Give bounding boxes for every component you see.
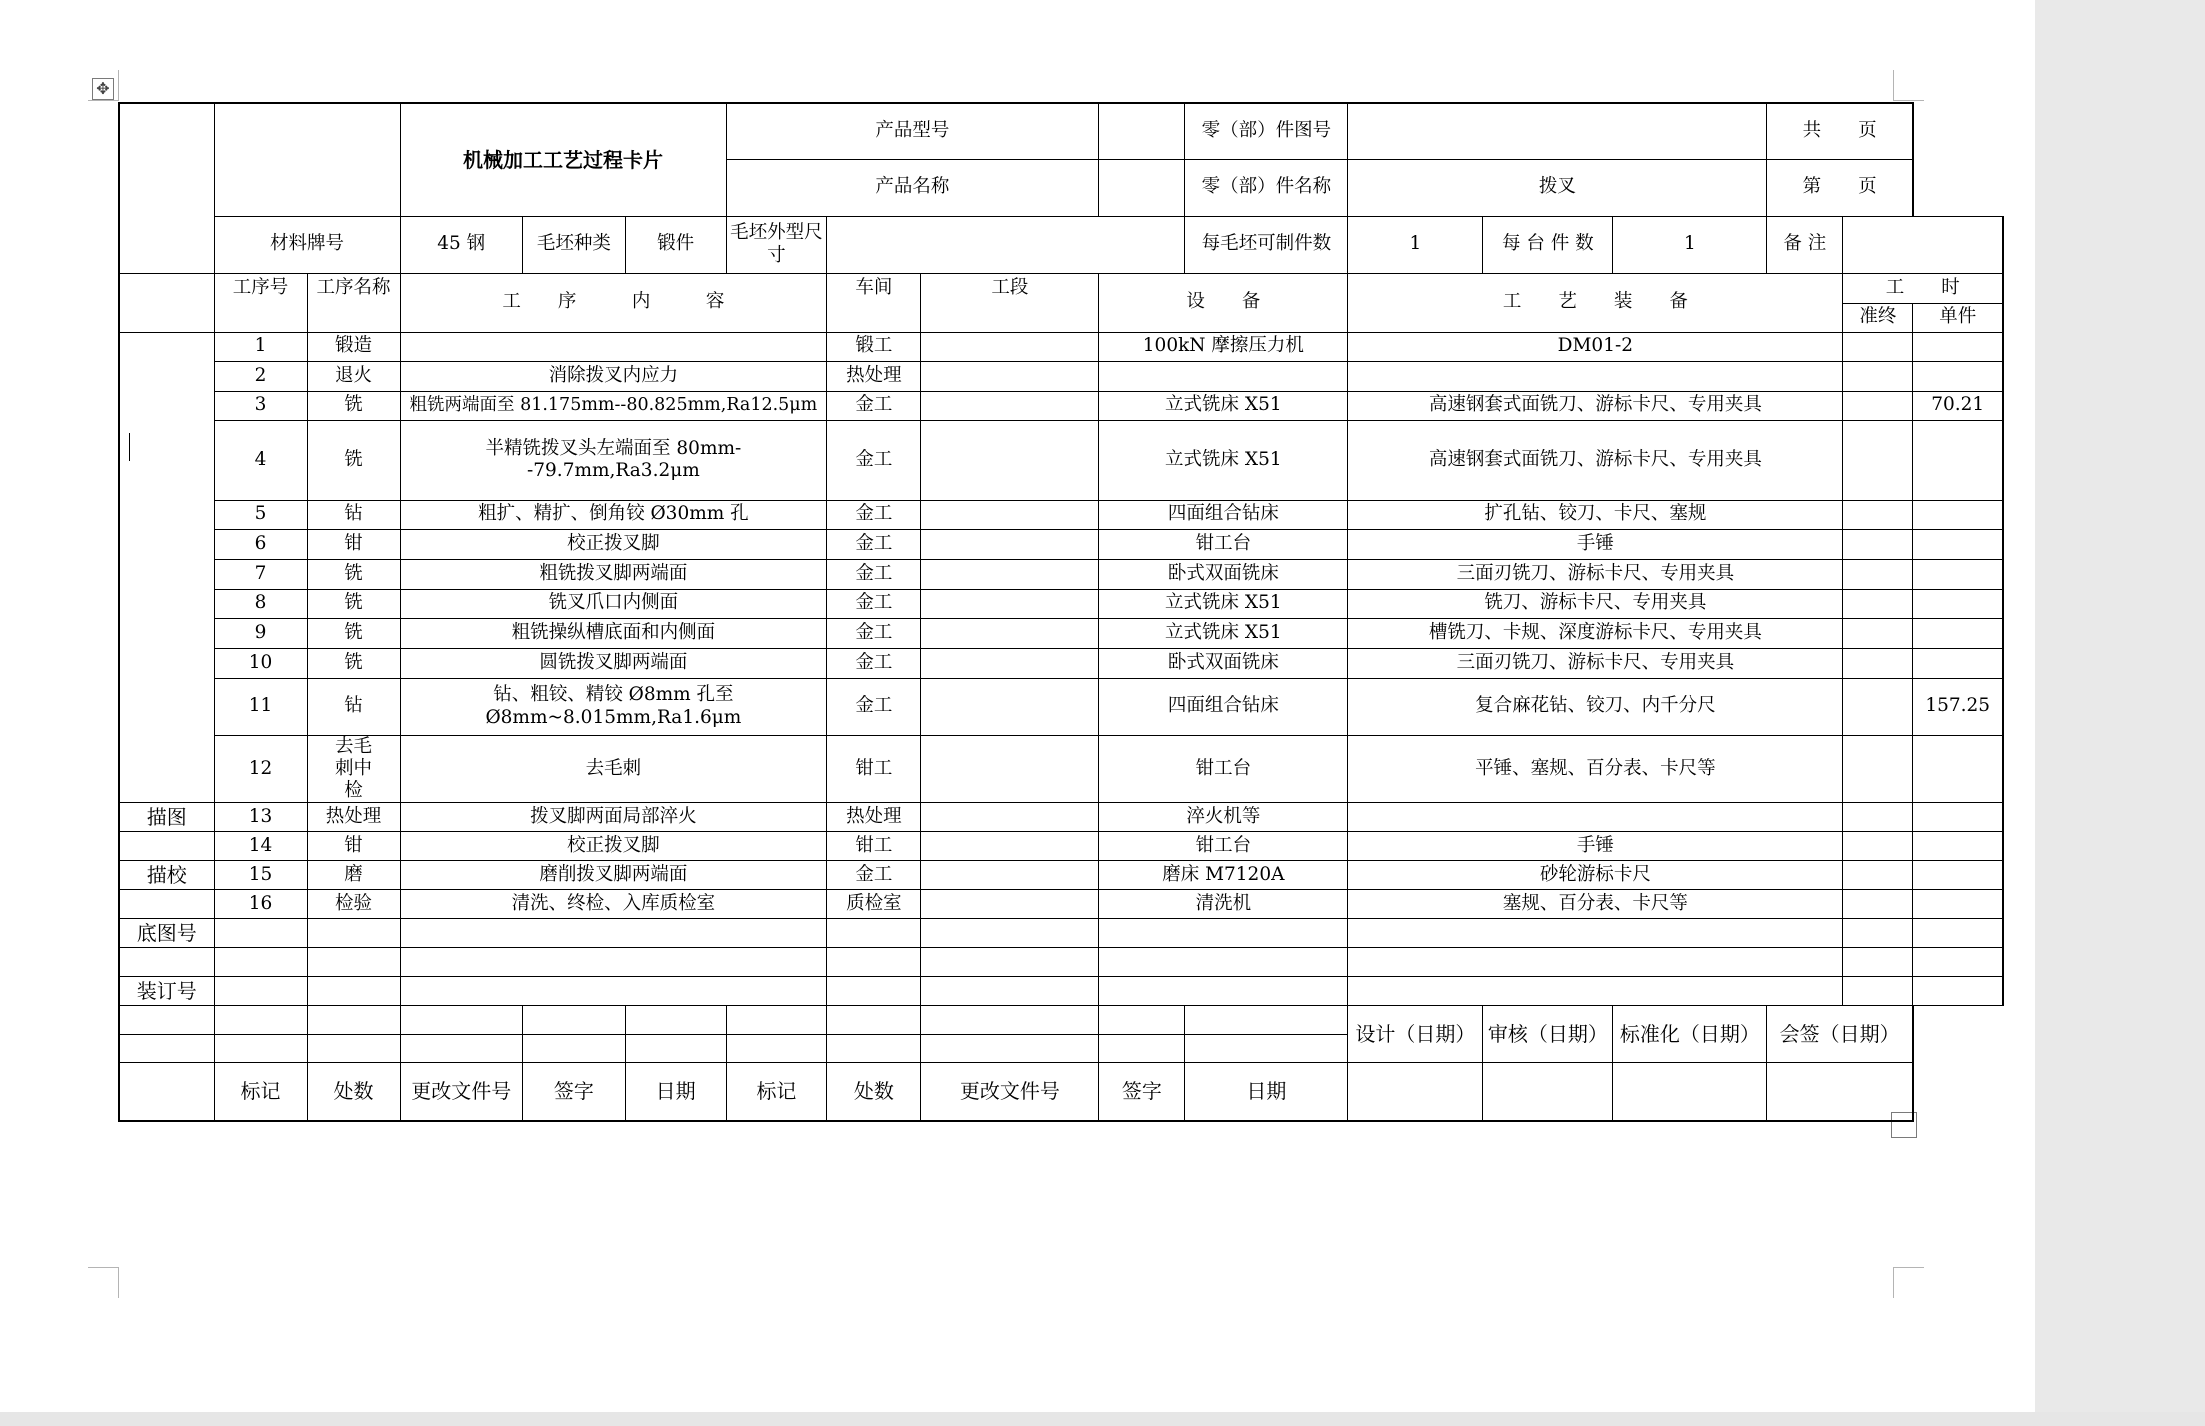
blank-size-label: 毛坯外型尺寸 bbox=[726, 216, 827, 273]
op-unit-time bbox=[1913, 332, 2003, 361]
blank-cell[interactable] bbox=[921, 948, 1099, 977]
corner-mark-top-right bbox=[1893, 70, 1924, 101]
op-equipment: 立式铣床 X51 bbox=[1099, 420, 1348, 500]
op-no: 3 bbox=[214, 391, 307, 420]
design-date-label: 设计（日期） bbox=[1348, 1006, 1483, 1063]
header-workshop: 车间 bbox=[827, 273, 921, 332]
left-margin-column bbox=[119, 103, 214, 273]
op-unit-time: 157.25 bbox=[1913, 678, 2003, 735]
revision-cell[interactable] bbox=[522, 1006, 625, 1035]
op-name: 钳 bbox=[307, 529, 400, 559]
blank-cell[interactable] bbox=[307, 948, 400, 977]
operation-row bbox=[119, 559, 2003, 589]
op-no: 9 bbox=[214, 618, 307, 648]
op-workshop: 金工 bbox=[827, 589, 921, 618]
op-workshop: 热处理 bbox=[827, 803, 921, 832]
remarks-value[interactable] bbox=[1843, 216, 2003, 273]
logo-cell bbox=[214, 103, 400, 216]
op-prep-time bbox=[1843, 420, 1913, 500]
blank-cell[interactable] bbox=[1099, 977, 1348, 1006]
blank-cell[interactable] bbox=[307, 977, 400, 1006]
operation-row bbox=[119, 361, 2003, 391]
op-no: 12 bbox=[214, 735, 307, 803]
material-label: 材料牌号 bbox=[214, 216, 400, 273]
operation-row bbox=[119, 735, 2003, 803]
op-no: 11 bbox=[214, 678, 307, 735]
corner-mark-bottom-left bbox=[88, 1267, 119, 1298]
op-workshop: 质检室 bbox=[827, 890, 921, 919]
revision-cell[interactable] bbox=[1099, 1006, 1185, 1035]
mark-label-2: 标记 bbox=[726, 1063, 827, 1121]
op-equipment: 立式铣床 X51 bbox=[1099, 391, 1348, 420]
op-content: 粗铣拨叉脚两端面 bbox=[400, 559, 827, 589]
op-tooling: 扩孔钻、铰刀、卡尺、塞规 bbox=[1348, 500, 1843, 529]
operation-row bbox=[119, 618, 2003, 648]
op-tooling: 高速钢套式面铣刀、游标卡尺、专用夹具 bbox=[1348, 420, 1843, 500]
header-unit-time: 单件 bbox=[1913, 303, 2003, 332]
trace-label: 描图 bbox=[119, 803, 214, 832]
op-equipment: 磨床 M7120A bbox=[1099, 861, 1348, 890]
op-name: 铣 bbox=[307, 420, 400, 500]
op-prep-time bbox=[1843, 890, 1913, 919]
op-name: 铣 bbox=[307, 391, 400, 420]
header-content: 工 序 内 容 bbox=[400, 273, 827, 332]
op-name: 退火 bbox=[307, 361, 400, 391]
op-name: 热处理 bbox=[307, 803, 400, 832]
per-blank-label: 每毛坯可制件数 bbox=[1185, 216, 1348, 273]
per-unit-value[interactable]: 1 bbox=[1613, 216, 1767, 273]
header-op-no: 工序号 bbox=[214, 273, 307, 332]
op-section bbox=[921, 832, 1099, 861]
card-title: 机械加工工艺过程卡片 bbox=[400, 103, 726, 216]
op-no: 15 bbox=[214, 861, 307, 890]
countersign-date-label: 会签（日期） bbox=[1767, 1006, 1913, 1063]
op-no: 10 bbox=[214, 648, 307, 678]
op-prep-time bbox=[1843, 361, 1913, 391]
blank-cell[interactable] bbox=[1843, 948, 1913, 977]
op-unit-time bbox=[1913, 803, 2003, 832]
blank-cell[interactable] bbox=[1913, 977, 2003, 1006]
revision-row bbox=[119, 1006, 2003, 1035]
op-content: 校正拨叉脚 bbox=[400, 832, 827, 861]
revision-cell[interactable] bbox=[726, 1035, 827, 1063]
part-name-value[interactable]: 拨叉 bbox=[1348, 159, 1767, 216]
op-section bbox=[921, 803, 1099, 832]
blank-cell[interactable] bbox=[400, 919, 827, 948]
left-margin-cell bbox=[119, 948, 214, 977]
op-tooling bbox=[1348, 803, 1843, 832]
op-content: 去毛刺 bbox=[400, 735, 827, 803]
operation-row bbox=[119, 500, 2003, 529]
revision-cell[interactable] bbox=[625, 1006, 726, 1035]
left-margin-cell bbox=[119, 1063, 214, 1121]
op-tooling: 高速钢套式面铣刀、游标卡尺、专用夹具 bbox=[1348, 391, 1843, 420]
sign-label-2: 签字 bbox=[1099, 1063, 1185, 1121]
left-margin-cell bbox=[119, 1006, 214, 1035]
header-equipment: 设 备 bbox=[1099, 273, 1348, 332]
op-workshop: 金工 bbox=[827, 420, 921, 500]
date-label: 日期 bbox=[625, 1063, 726, 1121]
header-time: 工 时 bbox=[1843, 273, 2003, 303]
product-name-label: 产品名称 bbox=[726, 159, 1099, 216]
blank-cell[interactable] bbox=[400, 977, 827, 1006]
header-section: 工段 bbox=[921, 273, 1099, 332]
check-label: 描校 bbox=[119, 861, 214, 890]
page-number-label: 第 页 bbox=[1767, 159, 1913, 216]
op-unit-time bbox=[1913, 559, 2003, 589]
op-no: 16 bbox=[214, 890, 307, 919]
op-tooling: 铣刀、游标卡尺、专用夹具 bbox=[1348, 589, 1843, 618]
process-card-table bbox=[118, 102, 2004, 1122]
window-gutter bbox=[2035, 0, 2205, 1426]
operation-row bbox=[119, 391, 2003, 420]
product-model-value[interactable] bbox=[1099, 103, 1185, 159]
op-name: 铣 bbox=[307, 648, 400, 678]
op-prep-time bbox=[1843, 648, 1913, 678]
blank-cell[interactable] bbox=[214, 948, 307, 977]
op-prep-time bbox=[1843, 559, 1913, 589]
revision-cell[interactable] bbox=[625, 1035, 726, 1063]
op-name: 钻 bbox=[307, 678, 400, 735]
op-no: 4 bbox=[214, 420, 307, 500]
blank-type-value[interactable]: 锻件 bbox=[625, 216, 726, 273]
product-name-value[interactable] bbox=[1099, 159, 1185, 216]
revision-cell[interactable] bbox=[921, 1006, 1099, 1035]
op-prep-time bbox=[1843, 332, 1913, 361]
op-name: 铣 bbox=[307, 559, 400, 589]
op-tooling: 塞规、百分表、卡尺等 bbox=[1348, 890, 1843, 919]
op-name: 钳 bbox=[307, 832, 400, 861]
op-content: 钻、粗铰、精铰 Ø8mm 孔至 Ø8mm~8.015mm,Ra1.6μm bbox=[400, 678, 827, 735]
signature-header-row bbox=[119, 1063, 2003, 1121]
op-unit-time bbox=[1913, 361, 2003, 391]
op-unit-time bbox=[1913, 589, 2003, 618]
blank-cell[interactable] bbox=[1913, 919, 2003, 948]
op-no: 1 bbox=[214, 332, 307, 361]
left-margin-cell bbox=[119, 273, 214, 332]
op-tooling: 三面刃铣刀、游标卡尺、专用夹具 bbox=[1348, 559, 1843, 589]
op-workshop: 锻工 bbox=[827, 332, 921, 361]
left-margin-cell bbox=[119, 332, 214, 803]
left-margin-cell bbox=[119, 1035, 214, 1063]
op-section bbox=[921, 735, 1099, 803]
op-content: 粗铣两端面至 81.175mm--80.825mm,Ra12.5μm bbox=[400, 391, 827, 420]
operation-row bbox=[119, 529, 2003, 559]
blank-cell[interactable] bbox=[214, 977, 307, 1006]
op-name: 磨 bbox=[307, 861, 400, 890]
op-content: 磨削拨叉脚两端面 bbox=[400, 861, 827, 890]
op-section bbox=[921, 500, 1099, 529]
op-tooling: 复合麻花钻、铰刀、内千分尺 bbox=[1348, 678, 1843, 735]
operation-row bbox=[119, 648, 2003, 678]
blank-cell[interactable] bbox=[921, 977, 1099, 1006]
blank-cell[interactable] bbox=[400, 948, 827, 977]
op-unit-time bbox=[1913, 890, 2003, 919]
op-unit-time bbox=[1913, 420, 2003, 500]
op-no: 5 bbox=[214, 500, 307, 529]
operation-row bbox=[119, 678, 2003, 735]
date-label-2: 日期 bbox=[1185, 1063, 1348, 1121]
op-unit-time bbox=[1913, 861, 2003, 890]
op-content bbox=[400, 332, 827, 361]
blank-cell[interactable] bbox=[1913, 948, 2003, 977]
op-no: 14 bbox=[214, 832, 307, 861]
op-tooling: 砂轮游标卡尺 bbox=[1348, 861, 1843, 890]
revision-cell[interactable] bbox=[827, 1006, 921, 1035]
op-workshop: 金工 bbox=[827, 678, 921, 735]
op-tooling: 三面刃铣刀、游标卡尺、专用夹具 bbox=[1348, 648, 1843, 678]
op-content: 清洗、终检、入库质检室 bbox=[400, 890, 827, 919]
blank-type-label: 毛坯种类 bbox=[522, 216, 625, 273]
change-doc-label-2: 更改文件号 bbox=[921, 1063, 1099, 1121]
op-equipment bbox=[1099, 361, 1348, 391]
operation-row bbox=[119, 589, 2003, 618]
op-unit-time bbox=[1913, 735, 2003, 803]
count-label: 处数 bbox=[307, 1063, 400, 1121]
op-unit-time bbox=[1913, 618, 2003, 648]
op-section bbox=[921, 861, 1099, 890]
op-workshop: 钳工 bbox=[827, 735, 921, 803]
op-no: 13 bbox=[214, 803, 307, 832]
op-workshop: 金工 bbox=[827, 559, 921, 589]
operation-row bbox=[119, 803, 2003, 832]
blank-cell[interactable] bbox=[307, 919, 400, 948]
op-section bbox=[921, 648, 1099, 678]
op-prep-time bbox=[1843, 391, 1913, 420]
blank-row bbox=[119, 948, 2003, 977]
op-equipment: 四面组合钻床 bbox=[1099, 678, 1348, 735]
blank-cell[interactable] bbox=[827, 948, 921, 977]
blank-cell[interactable] bbox=[1348, 977, 1843, 1006]
blank-cell[interactable] bbox=[921, 919, 1099, 948]
op-content: 铣叉爪口内侧面 bbox=[400, 589, 827, 618]
standardization-date-label: 标准化（日期） bbox=[1613, 1006, 1767, 1063]
op-no: 7 bbox=[214, 559, 307, 589]
operation-row bbox=[119, 861, 2003, 890]
op-equipment: 清洗机 bbox=[1099, 890, 1348, 919]
operation-row bbox=[119, 890, 2003, 919]
op-equipment: 卧式双面铣床 bbox=[1099, 559, 1348, 589]
part-no-value[interactable] bbox=[1348, 103, 1767, 159]
op-equipment: 卧式双面铣床 bbox=[1099, 648, 1348, 678]
corner-mark-bottom-right bbox=[1893, 1267, 1924, 1298]
op-workshop: 金工 bbox=[827, 618, 921, 648]
blank-cell[interactable] bbox=[1099, 948, 1348, 977]
blank-cell[interactable] bbox=[1099, 919, 1348, 948]
product-model-label: 产品型号 bbox=[726, 103, 1099, 159]
revision-cell[interactable] bbox=[921, 1035, 1099, 1063]
table-move-handle-icon[interactable]: ✥ bbox=[92, 78, 114, 100]
op-unit-time bbox=[1913, 648, 2003, 678]
op-unit-time bbox=[1913, 500, 2003, 529]
blank-cell[interactable] bbox=[827, 977, 921, 1006]
blank-cell[interactable] bbox=[1348, 948, 1843, 977]
op-name: 去毛刺中检 bbox=[307, 735, 400, 803]
op-content: 消除拨叉内应力 bbox=[400, 361, 827, 391]
op-prep-time bbox=[1843, 589, 1913, 618]
blank-cell[interactable] bbox=[827, 919, 921, 948]
material-value[interactable]: 45 钢 bbox=[400, 216, 522, 273]
op-section bbox=[921, 618, 1099, 648]
remarks-label: 备 注 bbox=[1767, 216, 1843, 273]
base-drawing-label: 底图号 bbox=[119, 919, 214, 948]
op-content: 半精铣拨叉头左端面至 80mm--79.7mm,Ra3.2μm bbox=[400, 420, 827, 500]
op-workshop: 热处理 bbox=[827, 361, 921, 391]
op-workshop: 金工 bbox=[827, 391, 921, 420]
per-blank-value[interactable]: 1 bbox=[1348, 216, 1483, 273]
op-name: 钻 bbox=[307, 500, 400, 529]
revision-cell[interactable] bbox=[214, 1035, 307, 1063]
change-doc-label: 更改文件号 bbox=[400, 1063, 522, 1121]
op-section bbox=[921, 678, 1099, 735]
op-prep-time bbox=[1843, 735, 1913, 803]
op-tooling: DM01-2 bbox=[1348, 332, 1843, 361]
op-tooling bbox=[1348, 361, 1843, 391]
op-prep-time bbox=[1843, 618, 1913, 648]
op-prep-time bbox=[1843, 500, 1913, 529]
review-signature-cell[interactable] bbox=[1483, 1063, 1613, 1121]
blank-cell[interactable] bbox=[1348, 919, 1843, 948]
revision-cell[interactable] bbox=[1185, 1035, 1348, 1063]
op-tooling: 手锤 bbox=[1348, 832, 1843, 861]
op-section bbox=[921, 391, 1099, 420]
blank-size-value[interactable] bbox=[827, 216, 1185, 273]
op-section bbox=[921, 332, 1099, 361]
op-equipment: 钳工台 bbox=[1099, 832, 1348, 861]
op-section bbox=[921, 589, 1099, 618]
op-prep-time bbox=[1843, 803, 1913, 832]
op-unit-time bbox=[1913, 529, 2003, 559]
standardization-signature-cell[interactable] bbox=[1613, 1063, 1767, 1121]
count-label-2: 处数 bbox=[827, 1063, 921, 1121]
op-workshop: 金工 bbox=[827, 529, 921, 559]
op-content: 粗铣操纵槽底面和内侧面 bbox=[400, 618, 827, 648]
left-margin-cell bbox=[119, 890, 214, 919]
op-prep-time bbox=[1843, 678, 1913, 735]
op-prep-time bbox=[1843, 861, 1913, 890]
revision-cell[interactable] bbox=[1185, 1006, 1348, 1035]
op-content: 校正拨叉脚 bbox=[400, 529, 827, 559]
op-content: 拨叉脚两面局部淬火 bbox=[400, 803, 827, 832]
op-prep-time bbox=[1843, 529, 1913, 559]
op-equipment: 钳工台 bbox=[1099, 735, 1348, 803]
revision-cell[interactable] bbox=[726, 1006, 827, 1035]
revision-cell[interactable] bbox=[522, 1035, 625, 1063]
op-section bbox=[921, 361, 1099, 391]
op-section bbox=[921, 559, 1099, 589]
window-bottom-band bbox=[0, 1412, 2205, 1426]
blank-cell[interactable] bbox=[1843, 977, 1913, 1006]
blank-cell[interactable] bbox=[1843, 919, 1913, 948]
countersign-signature-cell[interactable] bbox=[1767, 1063, 1913, 1121]
op-no: 2 bbox=[214, 361, 307, 391]
binding-label: 装订号 bbox=[119, 977, 214, 1006]
operation-row bbox=[119, 332, 2003, 361]
op-name: 锻造 bbox=[307, 332, 400, 361]
op-equipment: 淬火机等 bbox=[1099, 803, 1348, 832]
op-unit-time: 70.21 bbox=[1913, 391, 2003, 420]
op-content: 粗扩、精扩、倒角铰 Ø30mm 孔 bbox=[400, 500, 827, 529]
header-prep-time: 准终 bbox=[1843, 303, 1913, 332]
part-no-label: 零（部）件图号 bbox=[1185, 103, 1348, 159]
op-workshop: 金工 bbox=[827, 500, 921, 529]
revision-cell[interactable] bbox=[307, 1006, 400, 1035]
op-no: 6 bbox=[214, 529, 307, 559]
header-op-name: 工序名称 bbox=[307, 273, 400, 332]
header-tooling: 工 艺 装 备 bbox=[1348, 273, 1843, 332]
blank-row bbox=[119, 919, 2003, 948]
op-unit-time bbox=[1913, 832, 2003, 861]
mark-label: 标记 bbox=[214, 1063, 307, 1121]
op-workshop: 钳工 bbox=[827, 832, 921, 861]
op-tooling: 手锤 bbox=[1348, 529, 1843, 559]
op-tooling: 平锤、塞规、百分表、卡尺等 bbox=[1348, 735, 1843, 803]
op-equipment: 钳工台 bbox=[1099, 529, 1348, 559]
op-equipment: 100kN 摩擦压力机 bbox=[1099, 332, 1348, 361]
revision-cell[interactable] bbox=[400, 1006, 522, 1035]
op-name: 铣 bbox=[307, 618, 400, 648]
op-workshop: 金工 bbox=[827, 861, 921, 890]
per-unit-label: 每 台 件 数 bbox=[1483, 216, 1613, 273]
op-equipment: 四面组合钻床 bbox=[1099, 500, 1348, 529]
design-signature-cell[interactable] bbox=[1348, 1063, 1483, 1121]
revision-cell[interactable] bbox=[400, 1035, 522, 1063]
op-section bbox=[921, 890, 1099, 919]
part-name-label: 零（部）件名称 bbox=[1185, 159, 1348, 216]
revision-cell[interactable] bbox=[214, 1006, 307, 1035]
blank-cell[interactable] bbox=[214, 919, 307, 948]
revision-cell[interactable] bbox=[1099, 1035, 1185, 1063]
operation-row bbox=[119, 832, 2003, 861]
op-equipment: 立式铣床 X51 bbox=[1099, 589, 1348, 618]
op-prep-time bbox=[1843, 832, 1913, 861]
blank-row bbox=[119, 977, 2003, 1006]
op-tooling: 槽铣刀、卡规、深度游标卡尺、专用夹具 bbox=[1348, 618, 1843, 648]
op-name: 检验 bbox=[307, 890, 400, 919]
review-date-label: 审核（日期） bbox=[1483, 1006, 1613, 1063]
op-equipment: 立式铣床 X51 bbox=[1099, 618, 1348, 648]
operation-row bbox=[119, 420, 2003, 500]
op-no: 8 bbox=[214, 589, 307, 618]
sign-label: 签字 bbox=[522, 1063, 625, 1121]
op-name: 铣 bbox=[307, 589, 400, 618]
op-section bbox=[921, 529, 1099, 559]
left-margin-cell bbox=[119, 832, 214, 861]
revision-cell[interactable] bbox=[307, 1035, 400, 1063]
op-section bbox=[921, 420, 1099, 500]
total-pages-label: 共 页 bbox=[1767, 103, 1913, 159]
op-content: 圆铣拨叉脚两端面 bbox=[400, 648, 827, 678]
revision-cell[interactable] bbox=[827, 1035, 921, 1063]
op-workshop: 金工 bbox=[827, 648, 921, 678]
